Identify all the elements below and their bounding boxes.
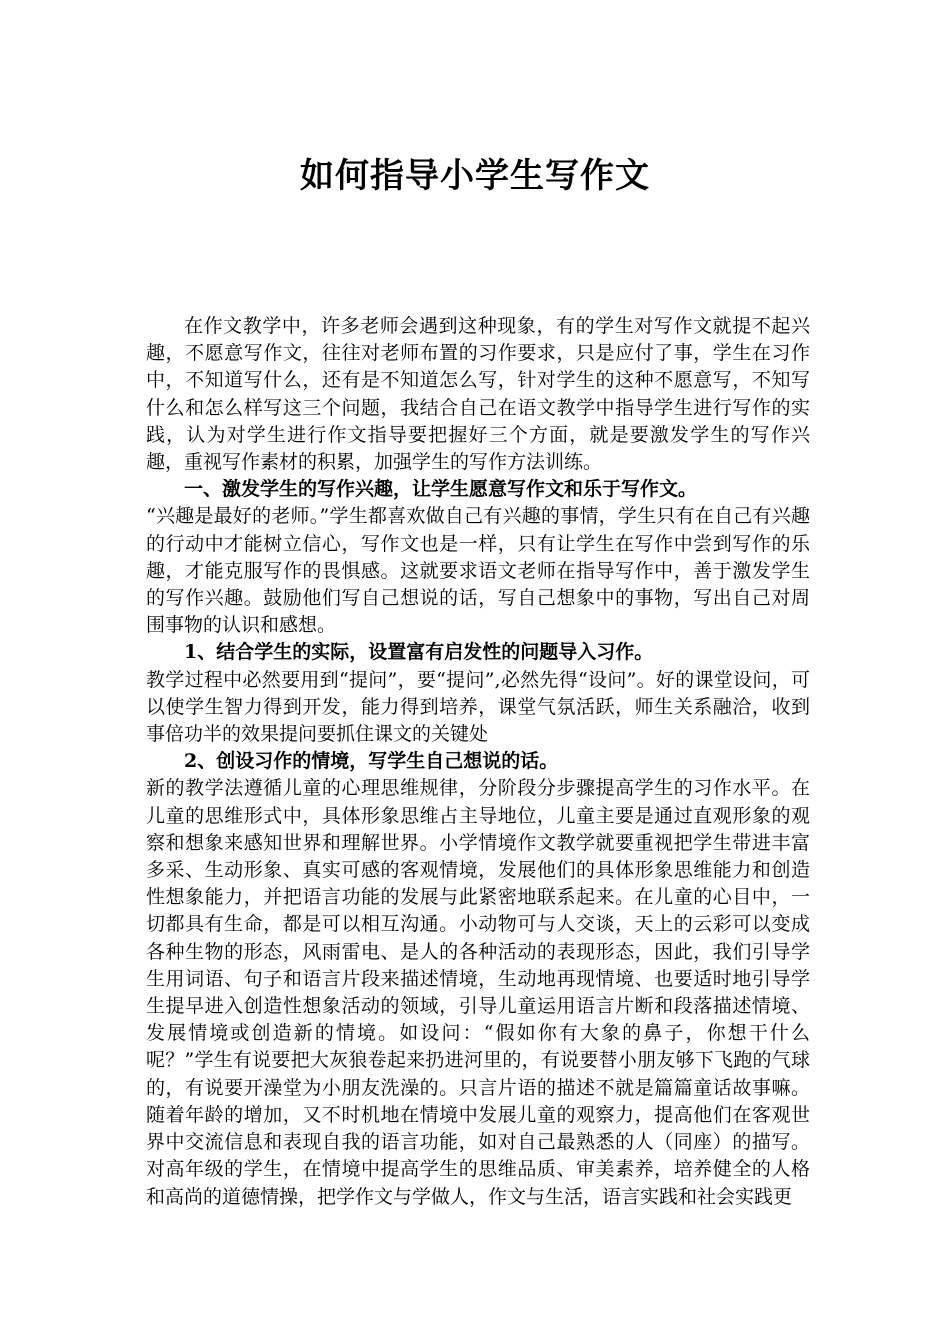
subsection-2-heading: 2、创设习作的情境，写学生自己想说的话。 <box>184 750 559 773</box>
document-body <box>146 313 810 1211</box>
subsection-2-paragraph: 新的教学法遵循儿童的心理思维规律，分阶段分步骤提高学生的习作水平。在儿童的思维形式中，具体形象思维占主导地位，儿童主要是通过直观形象的观察和想象来感知世界和理解世界。小学情境作文教学就要重视把学生带进丰富多采、生动形象、真实可感的客观情境，发展他们的具体形象思维能力和创造性想象能力，并把语言功能的发展与此紧密地联系起来。在儿童的心目中，一切都具有生命，都是可以相互沟通。小动物可与人交谈，天上的云彩可以变成各种生物的形态，风雨雷电、是人的各种活动的表现形态，因此，我们引导学生用词语、句子和语言片段来描述情境，生动地再现情境、也要适时地引导学生提早进入创造性想象活动的领域，引导儿童运用语言片断和段落描述情境、发展情境或创造新的情境。如设问：“假如你有大象的鼻子，你想干什么呢？”学生有说要把大灰狼卷起来扔进河里的，有说要替小朋友够下飞跑的气球的，有说要开澡堂为小朋友洗澡的。只言片语的描述不就是篇篇童话故事嘛。随着年龄的增加，又不时机地在情境中发展儿童的观察力，提高他们在客观世界中交流信息和表现自我的语言功能，如对自己最熟悉的人（同座）的描写。对高年级的学生，在情境中提高学生的思维品质、审美素养，培养健全的人格和高尚的道德情操，把学作文与学做人，作文与生活，语言实践和社会实践更 <box>146 777 810 1208</box>
subsection-1-heading: 1、结合学生的实际，设置富有启发性的问题导入习作。 <box>184 641 654 664</box>
section-1-paragraph: “兴趣是最好的老师。”学生都喜欢做自己有兴趣的事情，学生只有在自己有兴趣的行动中才能树立信心，写作文也是一样，只有让学生在写作中尝到写作的乐趣，才能克服写作的畏惧感。这就要求语文老师在指导写作中，善于激发学生的写作兴趣。鼓励他们写自己想说的话，写自己想象中的事物，写出自己对周围事物的认识和感想。 <box>146 505 810 637</box>
subsection-1-paragraph: 教学过程中必然要用到“提问”，要“提问”,必然先得“设问”。好的课堂设问，可以使学生智力得到开发，能力得到培养，课堂气氛活跃，师生关系融洽，收到事倍功半的效果提问要抓住课文的关键处 <box>146 668 810 746</box>
document-title: 如何指导小学生写作文 <box>300 156 650 196</box>
section-1-heading: 一、激发学生的写作兴趣，让学生愿意写作文和乐于写作文。 <box>184 478 698 501</box>
intro-paragraph: 在作文教学中，许多老师会遇到这种现象，有的学生对写作文就提不起兴趣，不愿意写作文，往往对老师布置的习作要求，只是应付了事，学生在习作中，不知道写什么，还有是不知道怎么写，针对学生的这种不愿意写，不知写什么和怎么样写这三个问题，我结合自己在语文教学中指导学生进行写作的实践，认为对学生进行作文指导要把握好三个方面，就是要激发学生的写作兴趣，重视写作素材的积累，加强学生的写作方法训练。 <box>146 315 810 474</box>
